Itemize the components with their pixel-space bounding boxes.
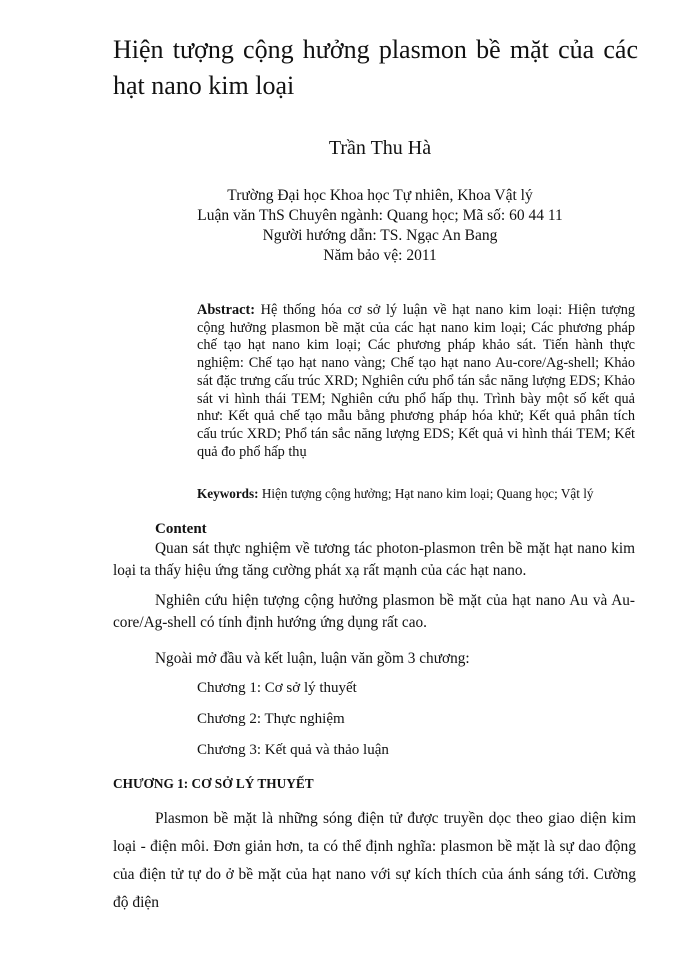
abstract — [197, 302, 635, 461]
affiliation-block — [0, 186, 700, 266]
chapter-1-item: Chương 1: Cơ sở lý thuyết — [197, 680, 357, 696]
content-paragraph-1: Quan sát thực nghiệm về tương tác photon-plasmon trên bề mặt hạt nano kim loại ta thấy hiệu ứng tăng cường phát xạ rất mạnh của các hạt nano. — [113, 540, 635, 579]
content-paragraph-2: Nghiên cứu hiện tượng cộng hưởng plasmon bề mặt của hạt nano Au và Au-core/Ag-shell có tính định hướng ứng dụng rất cao. — [113, 592, 635, 631]
keywords-label: Keywords: — [197, 486, 259, 501]
author-name: Trần Thu Hà — [328, 137, 432, 159]
keywords — [197, 485, 637, 502]
content-paragraph-3: Ngoài mở đầu và kết luận, luận văn gồm 3 chương: — [155, 650, 470, 667]
abstract-text: Hệ thống hóa cơ sở lý luận về hạt nano kim loại: Hiện tượng cộng hưởng plasmon bề mặt của các hạt nano kim loại; Các phương pháp chế tạo hạt nano kim loại; Các phương pháp khảo sát. Tiến hành thực nghiệm: Chế tạo hạt nano vàng; Chế tạo hạt nano Au-core/Ag-shell; Khảo sát đặc trưng cấu trúc XRD; Nghiên cứu phổ tán sắc năng lượng EDS; Khảo sát vi hình thái TEM; Nghiên cứu phổ hấp thụ. Trình bày một số kết quả như: Kết quả chế tạo mẫu bằng phương pháp hóa khử; Kết quả phân tích cấu trúc XRD; Phổ tán sắc năng lượng EDS; Kết quả vi hình thái TEM; Kết quả đo phổ hấp thụ — [197, 302, 635, 460]
content-heading: Content — [155, 521, 207, 537]
abstract-label: Abstract: — [197, 302, 255, 318]
section-heading: CHƯƠNG 1: CƠ SỞ LÝ THUYẾT — [113, 776, 314, 791]
chapter-3-item: Chương 3: Kết quả và thảo luận — [197, 742, 389, 758]
advisor-line: Người hướng dẫn: TS. Ngạc An Bang — [262, 227, 498, 244]
paper-title: Hiện tượng cộng hưởng plasmon bề mặt của các hạt nano kim loại — [113, 35, 638, 100]
keywords-text: Hiện tượng cộng hưởng; Hạt nano kim loại; Quang học; Vật lý — [258, 486, 594, 501]
chapter-2-item: Chương 2: Thực nghiệm — [197, 711, 345, 727]
university-line: Trường Đại học Khoa học Tự nhiên, Khoa Vật lý — [227, 187, 533, 204]
defense-year-line: Năm bảo vệ: 2011 — [323, 247, 437, 264]
section-body-text: Plasmon bề mặt là những sóng điện tử được truyền dọc theo giao diện kim loại - điện môi. Đơn giản hơn, ta có thể định nghĩa: plasmon bề mặt là sự dao động của điện tử tự do ở bề mặt của hạt nano với sự kích thích của ánh sáng tới. Cường độ điện — [113, 810, 636, 911]
thesis-line: Luận văn ThS Chuyên ngành: Quang học; Mã số: 60 44 11 — [197, 207, 563, 224]
